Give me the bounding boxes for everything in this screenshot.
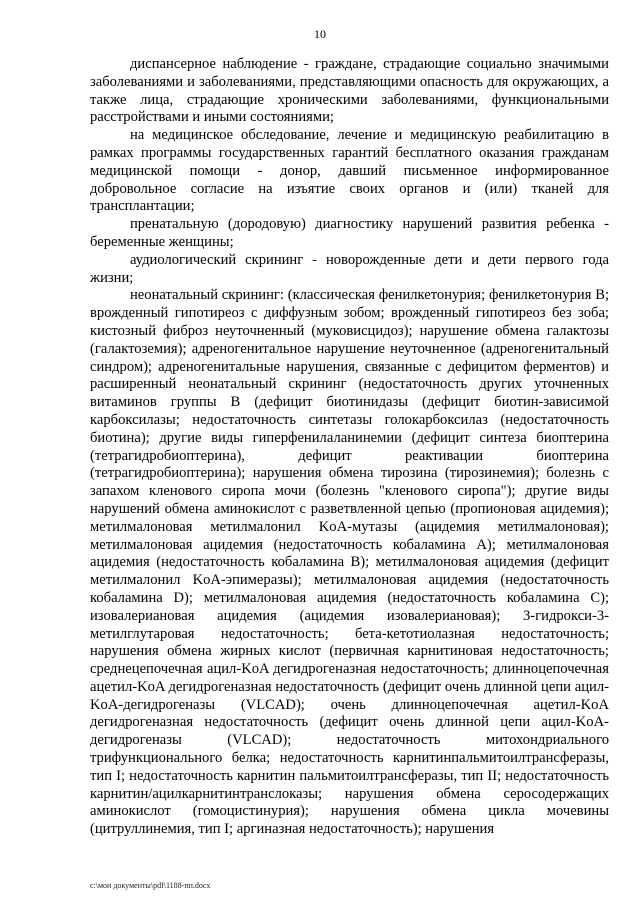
paragraph-donor-examination: на медицинское обследование, лечение и медицинскую реабилитацию в рамках программы государственных гарантий бесплатного оказания гражданам медицинской помощи - донор, давший письменное информированное добровольное согласие на изъятие своих органов и (или) тканей для трансплантации;: [90, 127, 609, 215]
document-body: [90, 56, 609, 839]
paragraph-prenatal-diagnostics: пренатальную (дородовую) диагностику нарушений развития ребенка - беременные женщины;: [90, 216, 609, 250]
footer-file-path: c:\мои документы\pdf\1188-пп.docx: [90, 881, 211, 890]
paragraph-neonatal-screening: неонатальный скрининг: (классическая фенилкетонурия; фенилкетонурия B; врожденный гипотиреоз с диффузным зобом; врожденный гипотиреоз без зоба; кистозный фиброз неуточненный (муковисцидоз); нарушение обмена галактозы (галактоземия); адреногенитальное нарушение неуточненное (адреногенитальный синдром); адреногенитальные нарушения, связанные с дефицитом ферментов) и расширенный неонатальный скрининг (недостаточность других уточненных витаминов группы B (дефицит биотинидазы (дефицит биотин-зависимой карбоксилазы; недостаточность синтетазы голокарбоксилаз (недостаточность биотина); другие виды гиперфенилаланинемии (дефицит синтеза биоптерина (тетрагидробиоптерина), дефицит реактивации биоптерина (тетрагидробиоптерина); нарушения обмена тирозина (тирозинемия); болезнь с запахом кленового сиропа мочи (болезнь "кленового сиропа"); другие виды нарушений обмена аминокислот с разветвленной цепью (пропионовая ацидемия); метилмалоновая метилмалонил KoA-мутазы (ацидемия метилмалоновая); метилмалоновая ацидемия (недостаточность кобаламина A); метилмалоновая ацидемия (недостаточность кобаламина B); метилмалоновая ацидемия (дефицит метилмалонил KoA-эпимеразы); метилмалоновая ацидемия (недостаточность кобаламина D); метилмалоновая ацидемия (недостаточность кобаламина C); изовалериановая ацидемия (ацидемия изовалериановая); 3-гидрокси-3-метилглутаровая недостаточность; бета-кетотиолазная недостаточность; нарушения обмена жирных кислот (первичная карнитиновая недостаточность; среднецепочечная ацил-KoA дегидрогеназная недостаточность; длинноцепочечная ацетил-KoA дегидрогеназная недостаточность (дефицит очень длинной цепи ацил-KoA-дегидрогеназы (VLCAD); очень длинноцепочечная ацетил-KoA дегидрогеназная недостаточность (дефицит очень длинной цепи ацил-KoA-дегидрогеназы (VLCAD); недостаточность митохондриального трифункционального белка; недостаточность карнитинпальмитоилтрансферазы, тип I; недостаточность карнитин пальмитоилтрансферазы, тип II; недостаточность карнитин/ацилкарнитинтранслоказы; нарушения обмена серосодержащих аминокислот (гомоцистинурия); нарушения обмена цикла мочевины (цитруллинемия, тип I; аргиназная недостаточность); нарушения: [90, 287, 609, 838]
paragraph-audiological-screening: аудиологический скрининг - новорожденные дети и дети первого года жизни;: [90, 251, 609, 286]
paragraph-dispensary-observation: диспансерное наблюдение - граждане, страдающие социально значимыми заболеваниями и заболеваниями, представляющими опасность для окружающих, а также лица, страдающие хроническими заболеваниями, функциональными расстройствами и иными состояниями;: [90, 56, 609, 126]
page-number: 10: [314, 27, 326, 41]
